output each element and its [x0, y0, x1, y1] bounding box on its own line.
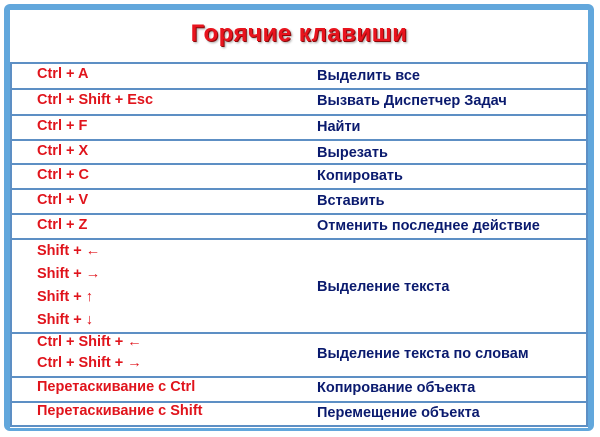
table-divider	[10, 163, 588, 165]
shortcut-keys: Shift + →	[37, 266, 101, 282]
shortcut-keys: Ctrl + V	[37, 192, 89, 208]
shortcut-keys: Shift + ↑	[37, 289, 93, 305]
shortcut-description: Вызвать Диспетчер Задач	[317, 93, 507, 109]
table-divider	[10, 62, 588, 64]
shortcut-keys: Ctrl + X	[37, 143, 89, 159]
shortcut-description: Копирование объекта	[317, 380, 476, 396]
shortcut-keys: Перетаскивание с Shift	[37, 403, 203, 419]
shortcut-keys: Ctrl + Shift + ←	[37, 334, 142, 350]
shortcut-keys: Перетаскивание с Ctrl	[37, 379, 196, 395]
table-divider	[10, 114, 588, 116]
shortcut-description: Вырезать	[317, 145, 388, 161]
page-title: Горячие клавиши	[190, 20, 408, 47]
shortcut-description: Найти	[317, 119, 361, 135]
shortcut-keys: Shift + ←	[37, 243, 101, 259]
shortcut-keys: Shift + ↓	[37, 312, 93, 328]
shortcut-description: Выделение текста по словам	[317, 346, 529, 362]
table-divider	[10, 213, 588, 215]
table-left-border	[10, 62, 12, 427]
table-right-border	[586, 62, 588, 427]
shortcut-keys: Ctrl + Z	[37, 217, 88, 233]
shortcut-description: Вставить	[317, 193, 385, 209]
shortcut-description: Копировать	[317, 168, 403, 184]
shortcut-keys: Ctrl + Shift + →	[37, 355, 142, 371]
shortcut-keys: Ctrl + A	[37, 66, 89, 82]
shortcut-keys: Ctrl + Shift + Esc	[37, 92, 154, 108]
table-divider	[10, 376, 588, 378]
shortcut-keys: Ctrl + F	[37, 118, 88, 134]
shortcut-description: Перемещение объекта	[317, 405, 480, 421]
shortcut-keys: Ctrl + C	[37, 167, 89, 183]
shortcut-description: Выделение текста	[317, 279, 450, 295]
table-divider	[10, 238, 588, 240]
shortcut-description: Выделить все	[317, 68, 420, 84]
table-divider	[10, 88, 588, 90]
table-divider	[10, 188, 588, 190]
table-divider	[10, 139, 588, 141]
table-divider	[10, 425, 588, 427]
shortcut-description: Отменить последнее действие	[317, 218, 540, 234]
